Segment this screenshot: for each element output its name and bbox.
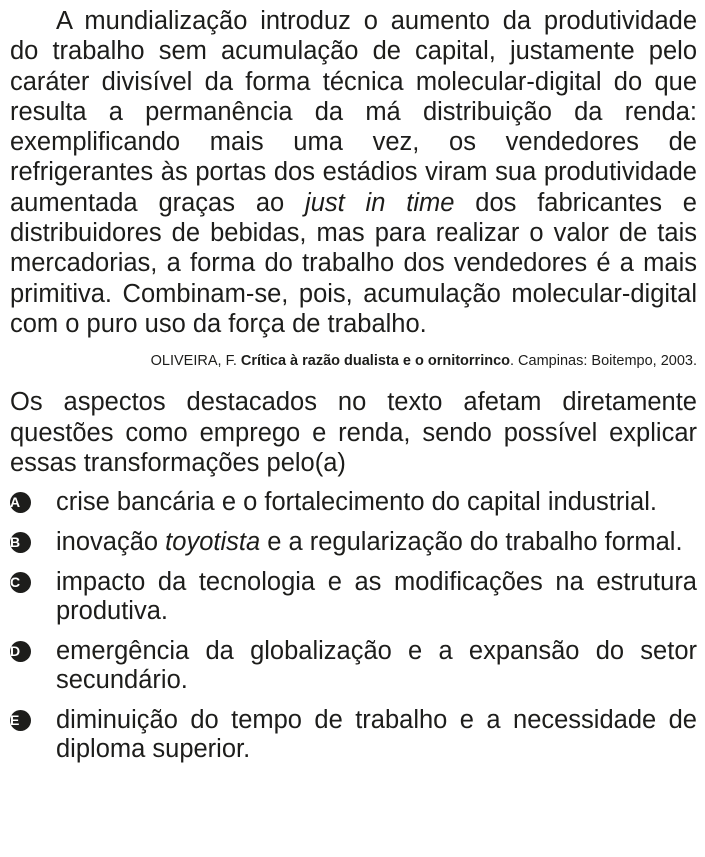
citation-author: OLIVEIRA, F.	[150, 353, 241, 370]
option-e-letter-badge: E	[10, 710, 31, 731]
option-b-text-after: e a regularização do trabalho formal.	[260, 528, 683, 557]
passage-part-1: A mundialização introduz o aumento da produtividade do trabalho sem acumulação de capital, justamente pelo caráter divisível da forma técnica molecular-digital do que resulta a permanência da má distribuição da renda: exemplificando mais uma vez, os vendedores de refrigerantes às portas dos estádios viram sua produtividade aumentada graças ao	[10, 7, 697, 217]
option-a[interactable]	[10, 488, 697, 517]
option-b[interactable]	[10, 528, 697, 557]
citation-publisher: . Campinas: Boitempo, 2003.	[510, 353, 697, 370]
option-a-letter-badge: A	[10, 492, 31, 513]
option-d-letter-badge: D	[10, 641, 31, 662]
option-c[interactable]	[10, 568, 697, 626]
answer-options	[10, 488, 697, 764]
passage-part-2: dos fabricantes e distribuidores de bebidas, mas para realizar o valor de tais mercadorias, a forma do trabalho dos vendedores é a mais primitiva. Combinam-se, pois, acumulação molecular-digital com o puro uso da força de trabalho.	[10, 188, 697, 338]
question-stem: Os aspectos destacados no texto afetam diretamente questões como emprego e renda, sendo possível explicar essas transformações pelo(a)	[10, 388, 697, 477]
citation-title: Crítica à razão dualista e o ornitorrinco	[240, 353, 510, 370]
option-c-text: impacto da tecnologia e as modificações na estrutura produtiva.	[56, 568, 697, 626]
option-e[interactable]	[10, 706, 697, 764]
option-b-italic-term: toyotista	[165, 528, 261, 557]
option-b-letter-badge: B	[10, 532, 31, 553]
option-a-text: crise bancária e o fortalecimento do capital industrial.	[56, 488, 657, 517]
option-c-letter-badge: C	[10, 572, 31, 593]
question-page	[10, 6, 697, 775]
option-d[interactable]	[10, 637, 697, 695]
option-e-text: diminuição do tempo de trabalho e a necessidade de diploma superior.	[56, 706, 697, 764]
passage-text	[10, 6, 697, 339]
citation	[10, 351, 697, 371]
option-b-text-before: inovação	[56, 528, 166, 557]
passage-italic-term: just in time	[305, 188, 455, 217]
option-d-text: emergência da globalização e a expansão do setor secundário.	[56, 637, 697, 695]
